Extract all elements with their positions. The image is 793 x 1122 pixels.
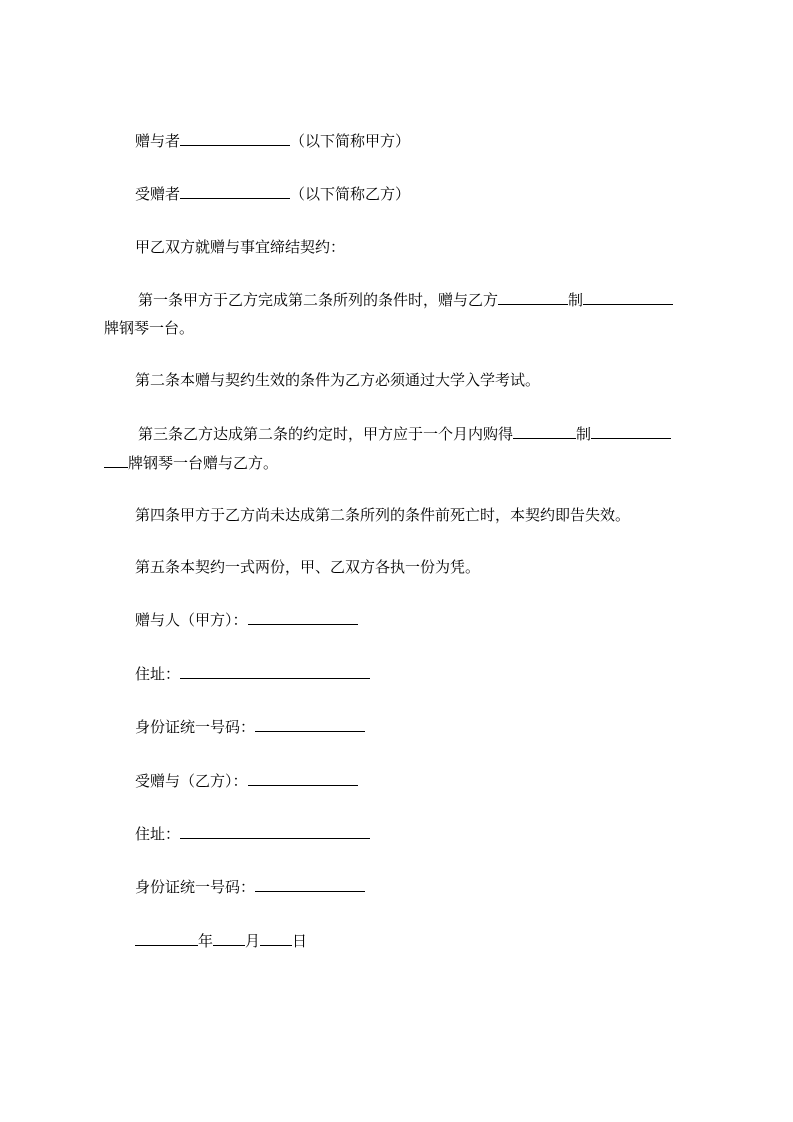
donor-id-label: 身份证统一号码： [135, 718, 256, 736]
month-blank[interactable] [213, 931, 245, 946]
donor-suffix: （以下简称甲方） [290, 132, 411, 150]
donee-sign-line [135, 771, 358, 791]
donee-address-blank[interactable] [180, 824, 370, 839]
article1-line2: 牌钢琴一台。 [104, 319, 195, 337]
article1-brand-blank[interactable] [583, 290, 673, 305]
article3-text: 第三条乙方达成第二条的约定时，甲方应于一个月内购得 [138, 425, 514, 443]
donor-sign-label: 赠与人（甲方）： [135, 611, 248, 629]
donor-id-line [135, 717, 365, 737]
donee-label: 受赠者 [135, 185, 181, 203]
article1-line1 [138, 290, 673, 310]
day-label: 日 [292, 932, 308, 950]
donee-name-blank[interactable] [180, 184, 290, 199]
donee-sign-label: 受赠与（乙方）： [135, 772, 248, 790]
intro-text: 甲乙双方就赠与事宜缔结契约： [135, 238, 346, 256]
year-blank[interactable] [135, 931, 198, 946]
donee-address-label: 住址： [135, 825, 181, 843]
donee-id-blank[interactable] [255, 877, 365, 892]
donor-line [135, 131, 410, 151]
article1-made-label: 制 [568, 291, 584, 309]
donee-id-line [135, 877, 365, 897]
article3-maker-blank[interactable] [513, 424, 576, 439]
donor-id-blank[interactable] [255, 717, 365, 732]
donee-sign-blank[interactable] [248, 771, 358, 786]
donee-line [135, 184, 410, 204]
donor-address-label: 住址： [135, 665, 181, 683]
day-blank[interactable] [260, 931, 292, 946]
article1-maker-blank[interactable] [498, 290, 568, 305]
donor-sign-line [135, 610, 358, 630]
donor-address-blank[interactable] [180, 664, 370, 679]
donee-id-label: 身份证统一号码： [135, 878, 256, 896]
article2-text: 第二条本赠与契约生效的条件为乙方必须通过大学入学考试。 [135, 371, 541, 389]
article1-text: 第一条甲方于乙方完成第二条所列的条件时，赠与乙方 [138, 291, 499, 309]
donor-address-line [135, 664, 370, 684]
article3-text-cont: 牌钢琴一台赠与乙方。 [128, 454, 279, 472]
article3-line1 [138, 424, 671, 444]
article3-line2 [104, 453, 278, 473]
donee-suffix: （以下简称乙方） [290, 185, 411, 203]
year-label: 年 [198, 932, 214, 950]
date-line [135, 931, 307, 951]
donor-sign-blank[interactable] [248, 610, 358, 625]
donee-address-line [135, 824, 370, 844]
article3-brand-blank[interactable] [591, 424, 671, 439]
donor-label: 赠与者 [135, 132, 181, 150]
month-label: 月 [245, 932, 261, 950]
article4-text: 第四条甲方于乙方尚未达成第二条所列的条件前死亡时，本契约即告失效。 [135, 506, 631, 524]
donor-name-blank[interactable] [180, 131, 290, 146]
article3-brand-blank-cont[interactable] [104, 453, 128, 468]
article3-made-label: 制 [576, 425, 592, 443]
article5-text: 第五条本契约一式两份，甲、乙双方各执一份为凭。 [135, 558, 481, 576]
